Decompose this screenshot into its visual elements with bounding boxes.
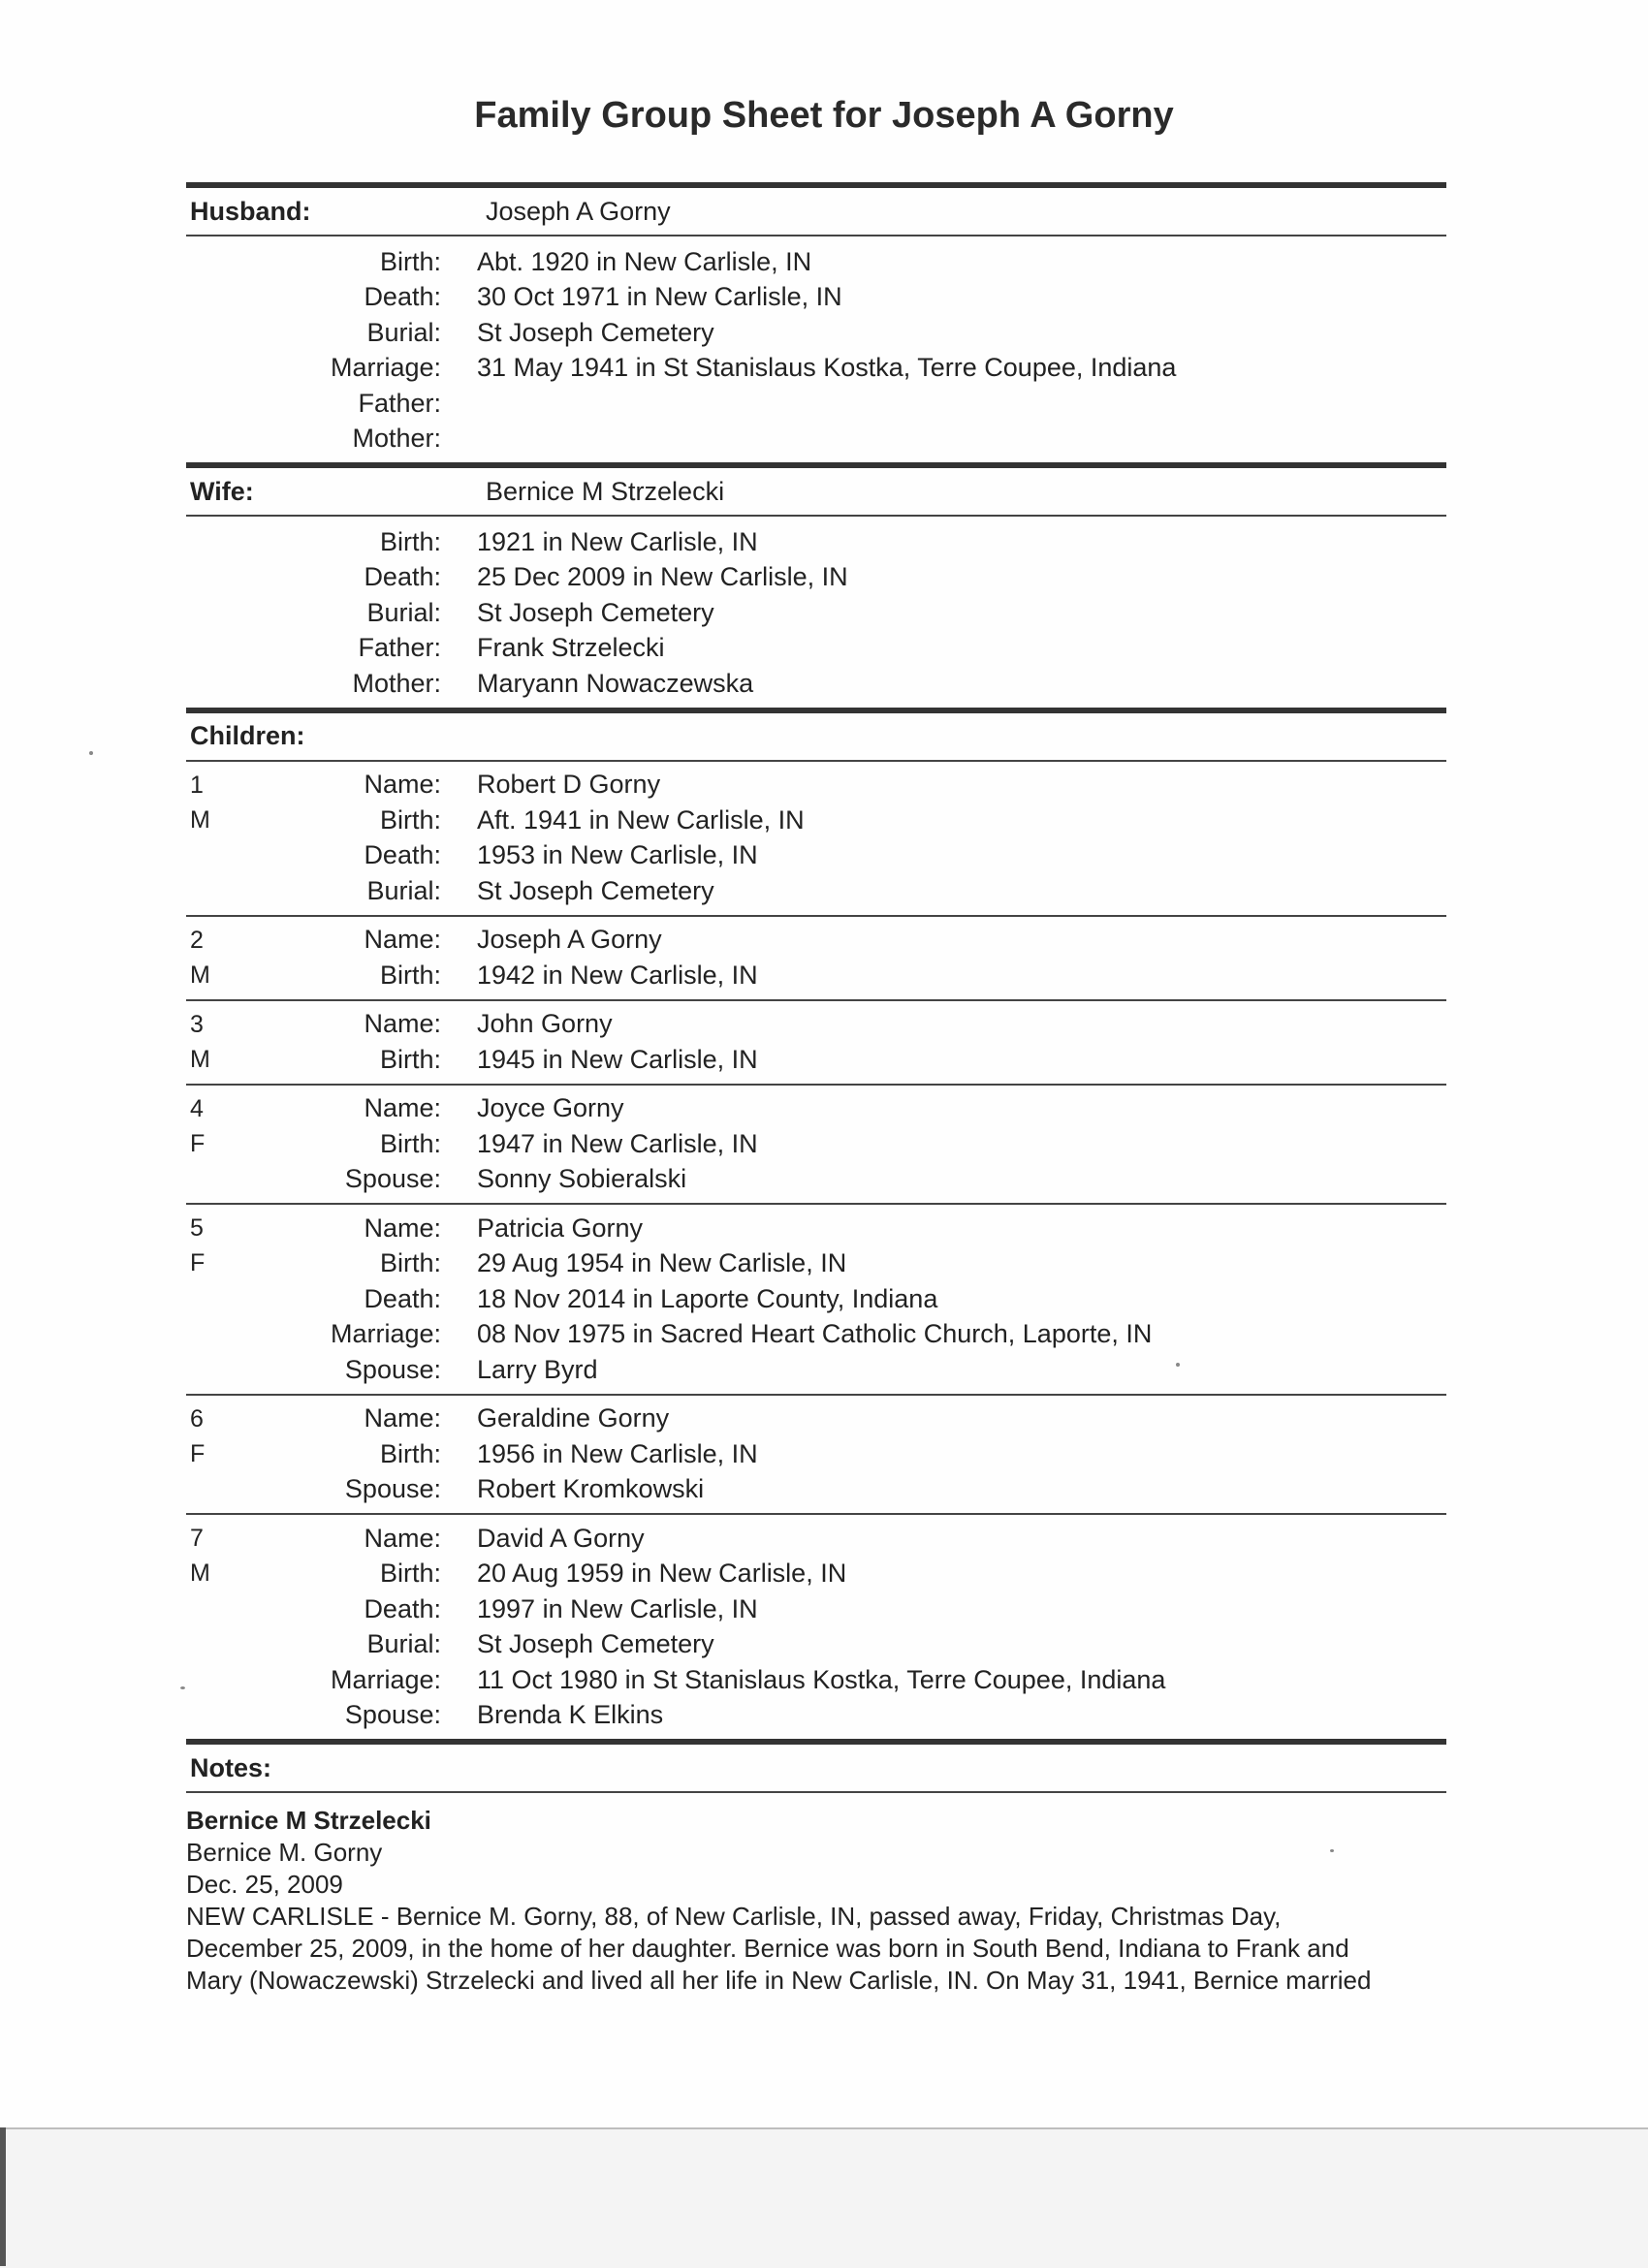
- field-label: Death:: [364, 562, 441, 592]
- field-label: Marriage:: [330, 1319, 441, 1349]
- field-value: 1956 in New Carlisle, IN: [477, 1438, 758, 1468]
- notes-header: [186, 1745, 1446, 1791]
- field-label: Death:: [364, 1593, 441, 1623]
- field-row: [186, 1557, 1446, 1592]
- field-row: [186, 631, 1446, 667]
- field-label: Birth:: [379, 1248, 441, 1278]
- child-sex: M: [190, 805, 210, 834]
- field-value: Joseph A Gorny: [477, 925, 662, 955]
- field-row: [186, 958, 1446, 993]
- field-label: Marriage:: [330, 1664, 441, 1694]
- field-row: [186, 1698, 1446, 1734]
- field-row: [186, 1436, 1446, 1472]
- field-row: [186, 803, 1446, 838]
- child-number: 7: [190, 1525, 204, 1552]
- child-entry: [186, 1205, 1446, 1394]
- field-value: David A Gorny: [477, 1523, 645, 1553]
- children-list: [186, 760, 1446, 1740]
- family-group-table: [186, 182, 1446, 1997]
- wife-fields: [186, 517, 1446, 708]
- field-value: Brenda K Elkins: [477, 1700, 664, 1730]
- field-value: Robert Kromkowski: [477, 1474, 705, 1504]
- field-label: Birth:: [379, 1128, 441, 1158]
- field-value: Sonny Sobieralski: [477, 1164, 687, 1194]
- field-label: Name:: [364, 1403, 441, 1433]
- field-value: Aft. 1941 in New Carlisle, IN: [477, 804, 805, 835]
- children-label: Children:: [190, 721, 305, 750]
- field-label: Mother:: [352, 424, 441, 454]
- field-value: St Joseph Cemetery: [477, 597, 714, 627]
- field-row: [186, 1627, 1446, 1663]
- field-label: Birth:: [379, 1044, 441, 1074]
- child-entry: [186, 1396, 1446, 1514]
- field-value: St Joseph Cemetery: [477, 875, 714, 905]
- field-value: Joyce Gorny: [477, 1093, 624, 1123]
- field-row: [186, 1042, 1446, 1078]
- child-entry: [186, 1086, 1446, 1204]
- child-number: 4: [190, 1094, 204, 1122]
- notes-subject: Bernice M Strzelecki: [186, 1806, 431, 1835]
- child-sex: M: [190, 1045, 210, 1073]
- field-label: Birth:: [379, 1559, 441, 1589]
- field-value: Frank Strzelecki: [477, 633, 665, 663]
- field-label: Death:: [364, 840, 441, 870]
- field-value: 25 Dec 2009 in New Carlisle, IN: [477, 562, 848, 592]
- field-label: Mother:: [352, 668, 441, 698]
- field-value: 1945 in New Carlisle, IN: [477, 1044, 758, 1074]
- field-value: 29 Aug 1954 in New Carlisle, IN: [477, 1248, 847, 1278]
- field-label: Name:: [364, 1093, 441, 1123]
- field-label: Spouse:: [344, 1474, 441, 1504]
- field-row: [186, 1317, 1446, 1353]
- field-row: [186, 923, 1446, 959]
- child-entry: [186, 1515, 1446, 1739]
- field-label: Birth:: [379, 246, 441, 276]
- field-value: 11 Oct 1980 in St Stanislaus Kostka, Terre Coupee, Indiana: [477, 1664, 1166, 1694]
- field-value: Geraldine Gorny: [477, 1403, 670, 1433]
- husband-header: [186, 188, 1446, 235]
- scan-speck: [1176, 1363, 1180, 1367]
- field-label: Spouse:: [344, 1700, 441, 1730]
- field-value: St Joseph Cemetery: [477, 1629, 714, 1659]
- field-value: 1953 in New Carlisle, IN: [477, 840, 758, 870]
- child-sex: M: [190, 961, 210, 989]
- field-label: Father:: [358, 633, 441, 663]
- field-row: [186, 1281, 1446, 1317]
- field-label: Death:: [364, 282, 441, 312]
- field-value: 1947 in New Carlisle, IN: [477, 1128, 758, 1158]
- field-row: [186, 422, 1446, 457]
- field-label: Burial:: [366, 317, 441, 347]
- field-row: [186, 838, 1446, 874]
- field-value: 1942 in New Carlisle, IN: [477, 960, 758, 990]
- field-value: Maryann Nowaczewska: [477, 668, 754, 698]
- child-number: 6: [190, 1404, 204, 1433]
- field-value: St Joseph Cemetery: [477, 317, 714, 347]
- field-row: [186, 315, 1446, 351]
- child-number: 3: [190, 1010, 204, 1038]
- field-label: Birth:: [379, 1438, 441, 1468]
- field-row: [186, 280, 1446, 316]
- field-label: Death:: [364, 1283, 441, 1313]
- field-value: 31 May 1941 in St Stanislaus Kostka, Terre Coupee, Indiana: [477, 353, 1177, 383]
- field-row: [186, 1211, 1446, 1246]
- notes-body: [186, 1793, 1446, 1997]
- field-row: [186, 1402, 1446, 1437]
- scanner-edge: [0, 2127, 6, 2266]
- field-value: 08 Nov 1975 in Sacred Heart Catholic Church, Laporte, IN: [477, 1319, 1153, 1349]
- field-row: [186, 666, 1446, 702]
- field-value: 1997 in New Carlisle, IN: [477, 1593, 758, 1623]
- child-entry: [186, 1001, 1446, 1084]
- wife-header: [186, 468, 1446, 515]
- field-label: Burial:: [366, 875, 441, 905]
- husband-name: Joseph A Gorny: [486, 196, 671, 226]
- field-row: [186, 1662, 1446, 1698]
- field-label: Marriage:: [330, 353, 441, 383]
- notes-text: [186, 1837, 1446, 1997]
- field-value: 20 Aug 1959 in New Carlisle, IN: [477, 1559, 847, 1589]
- field-label: Father:: [358, 388, 441, 418]
- field-value: 30 Oct 1971 in New Carlisle, IN: [477, 282, 842, 312]
- field-label: Birth:: [379, 526, 441, 556]
- notes-line: Bernice M. Gorny: [186, 1838, 383, 1867]
- field-label: Name:: [364, 1009, 441, 1039]
- field-row: [186, 1126, 1446, 1162]
- children-header: [186, 713, 1446, 760]
- child-number: 5: [190, 1214, 204, 1242]
- field-row: [186, 386, 1446, 422]
- field-value: Robert D Gorny: [477, 770, 661, 800]
- field-label: Burial:: [366, 597, 441, 627]
- field-label: Burial:: [366, 1629, 441, 1659]
- field-label: Spouse:: [344, 1354, 441, 1384]
- child-sex: F: [190, 1129, 206, 1157]
- field-label: Birth:: [379, 804, 441, 835]
- field-label: Name:: [364, 925, 441, 955]
- field-value: Larry Byrd: [477, 1354, 598, 1384]
- scan-speck: [89, 751, 93, 755]
- notes-label: Notes:: [190, 1752, 272, 1782]
- child-sex: F: [190, 1439, 206, 1467]
- field-row: [186, 595, 1446, 631]
- field-row: [186, 524, 1446, 560]
- field-value: 18 Nov 2014 in Laporte County, Indiana: [477, 1283, 938, 1313]
- notes-line: December 25, 2009, in the home of her daughter. Bernice was born in South Bend, Indiana to Frank and: [186, 1934, 1349, 1963]
- scan-speck: [1330, 1849, 1334, 1852]
- field-value: Abt. 1920 in New Carlisle, IN: [477, 246, 812, 276]
- sheet-title: Family Group Sheet for Joseph A Gorny: [474, 95, 1174, 136]
- notes-line: NEW CARLISLE - Bernice M. Gorny, 88, of New Carlisle, IN, passed away, Friday, Christmas Day,: [186, 1902, 1282, 1931]
- field-value: 1921 in New Carlisle, IN: [477, 526, 758, 556]
- field-row: [186, 1352, 1446, 1388]
- field-row: [186, 873, 1446, 909]
- child-entry: [186, 917, 1446, 999]
- wife-label: Wife:: [190, 476, 254, 506]
- child-sex: F: [190, 1249, 206, 1276]
- field-label: Name:: [364, 1213, 441, 1243]
- field-row: [186, 244, 1446, 280]
- notes-line: Dec. 25, 2009: [186, 1870, 343, 1899]
- field-row: [186, 1091, 1446, 1127]
- scanner-bed-margin: [0, 2127, 1648, 2268]
- field-value: John Gorny: [477, 1009, 613, 1039]
- field-row: [186, 1472, 1446, 1508]
- field-label: Name:: [364, 770, 441, 800]
- notes-line: Mary (Nowaczewski) Strzelecki and lived all her life in New Carlisle, IN. On May 31, 1941, Bernice married: [186, 1966, 1372, 1995]
- field-row: [186, 351, 1446, 387]
- child-number: 2: [190, 926, 204, 954]
- child-sex: M: [190, 1559, 210, 1587]
- field-row: [186, 1162, 1446, 1198]
- husband-fields: [186, 236, 1446, 462]
- field-value: Patricia Gorny: [477, 1213, 644, 1243]
- wife-name: Bernice M Strzelecki: [486, 476, 725, 506]
- child-entry: [186, 762, 1446, 915]
- field-row: [186, 560, 1446, 596]
- field-label: Name:: [364, 1523, 441, 1553]
- field-row: [186, 1591, 1446, 1627]
- field-row: [186, 1007, 1446, 1043]
- field-label: Spouse:: [344, 1164, 441, 1194]
- husband-label: Husband:: [190, 196, 311, 226]
- field-row: [186, 768, 1446, 803]
- child-number: 1: [190, 771, 204, 799]
- field-row: [186, 1521, 1446, 1557]
- field-label: Birth:: [379, 960, 441, 990]
- field-row: [186, 1246, 1446, 1282]
- scan-speck: [180, 1686, 185, 1689]
